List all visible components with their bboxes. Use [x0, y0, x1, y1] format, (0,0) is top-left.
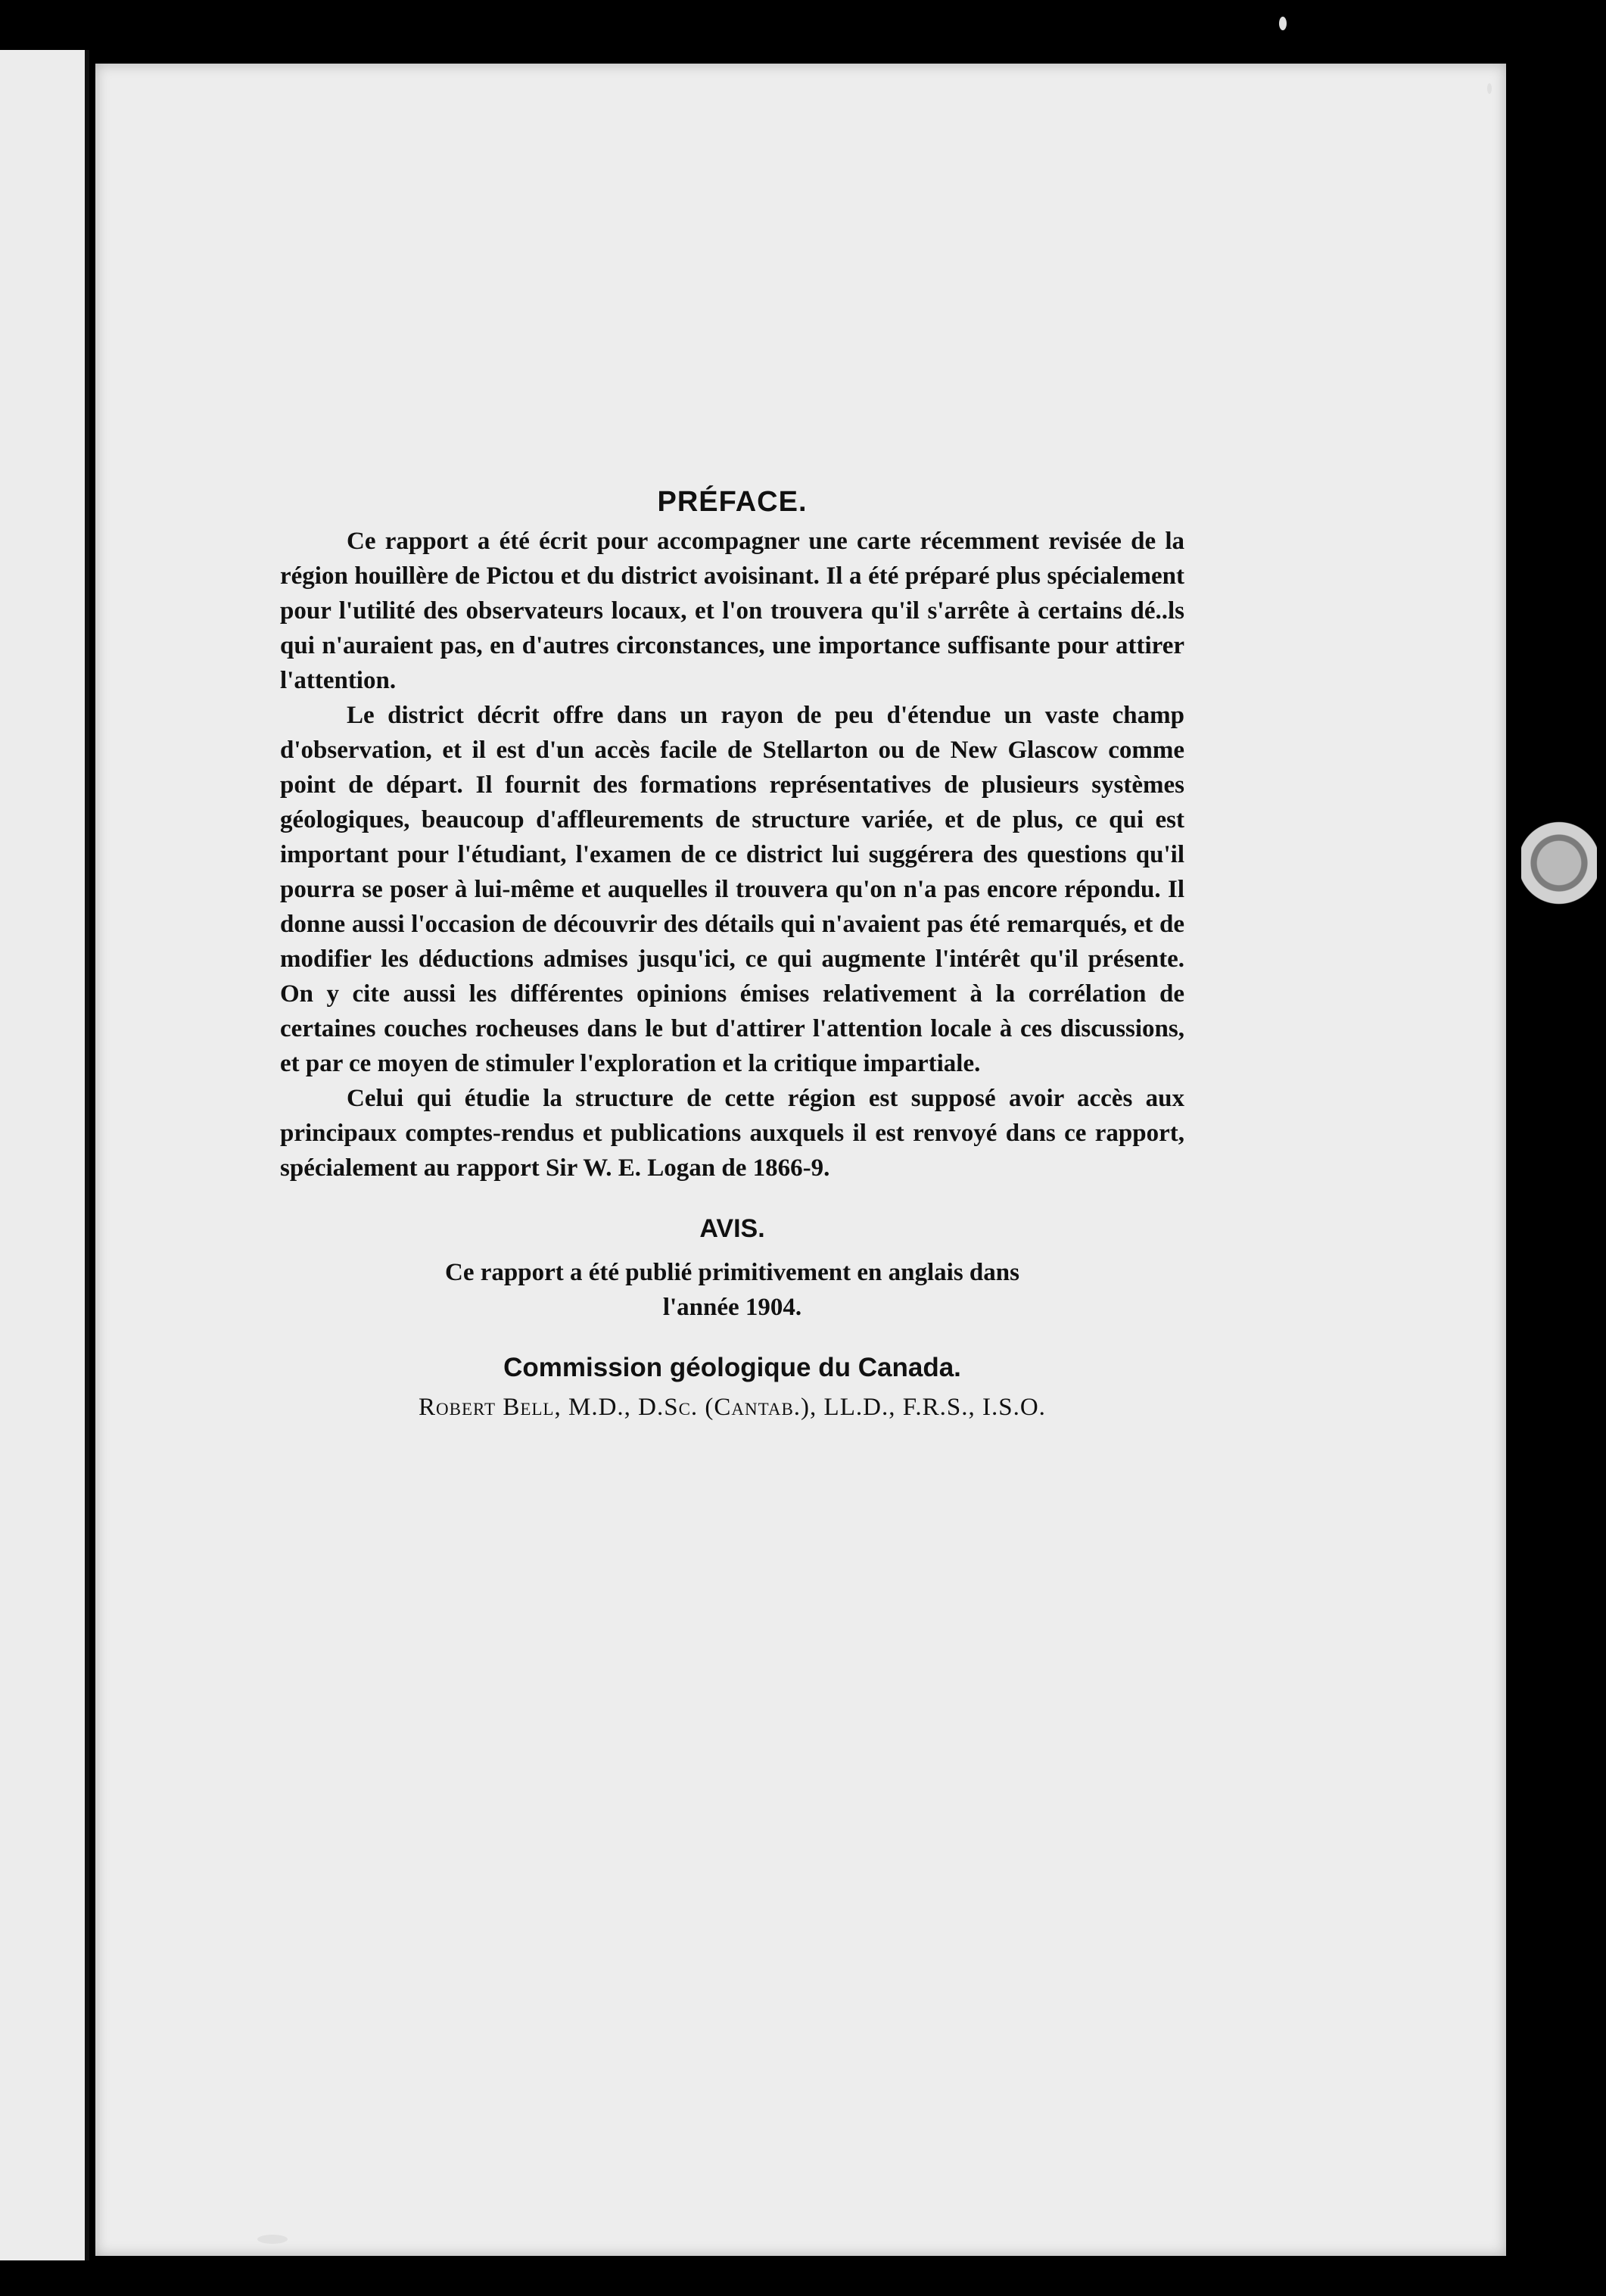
paragraph: Ce rapport a été écrit pour accompagner une carte récemment revisée de la région houillère de Pictou et du district avoisinant. Il a été préparé plus spécialement pour l'utilité des observateurs locaux, et l'on trouvera qu'il s'arrête à certains dé..ls qui n'auraient pas, en d'autres circonstances, une importance suffisante pour attirer l'attention. — [280, 528, 1184, 694]
paper-damage — [1521, 795, 1597, 931]
preface-heading: PRÉFACE. — [657, 486, 808, 518]
scan-speck — [1279, 17, 1287, 30]
avis-heading: AVIS. — [699, 1214, 765, 1243]
paragraph: Le district décrit offre dans un rayon de peu d'étendue un vaste champ d'observation, et il est d'un accès facile de Stellarton ou de New Glascow comme point de départ. Il fournit des formations représentatives de plusieurs systèmes géologiques, beaucoup d'affleurements de structure variée, et de plus, ce qui est important pour l'étudiant, l'examen de ce district lui suggérera des questions qu'il pourra se poser à lui-même et auquelles il trouvera qu'on n'a pas encore répondu. Il donne aussi l'occasion de découvrir des détails qui n'avaient pas été remarqués, et de modifier les déductions admises jusqu'ici, ce qui augmente l'intérêt qu'il présente. On y cite aussi les différentes opinions émises relativement à la corrélation de certaines couches rocheuses dans le but d'attirer l'attention locale à ces discussions, et par ce moyen de stimuler l'exploration et la critique impartiale. — [280, 702, 1184, 1077]
document-body — [280, 484, 1184, 1425]
signatory: Robert Bell, M.D., D.Sc. (Cantab.), LL.D., F.R.S., I.S.O. — [419, 1394, 1046, 1421]
commission-title: Commission géologique du Canada. — [503, 1353, 961, 1382]
left-page-edge — [0, 50, 89, 2260]
scan-speck — [1487, 83, 1492, 94]
paragraph: Celui qui étudie la structure de cette région est supposé avoir accès aux principaux comptes-rendus et publications auxquels il est renvoyé dans ce rapport, spécialement au rapport Sir W. E. Logan de 1866-9. — [280, 1085, 1184, 1182]
avis-text-line: Ce rapport a été publié primitivement en anglais dans — [445, 1259, 1019, 1286]
scan-speck — [257, 2235, 288, 2244]
avis-text-line: l'année 1904. — [662, 1294, 802, 1321]
